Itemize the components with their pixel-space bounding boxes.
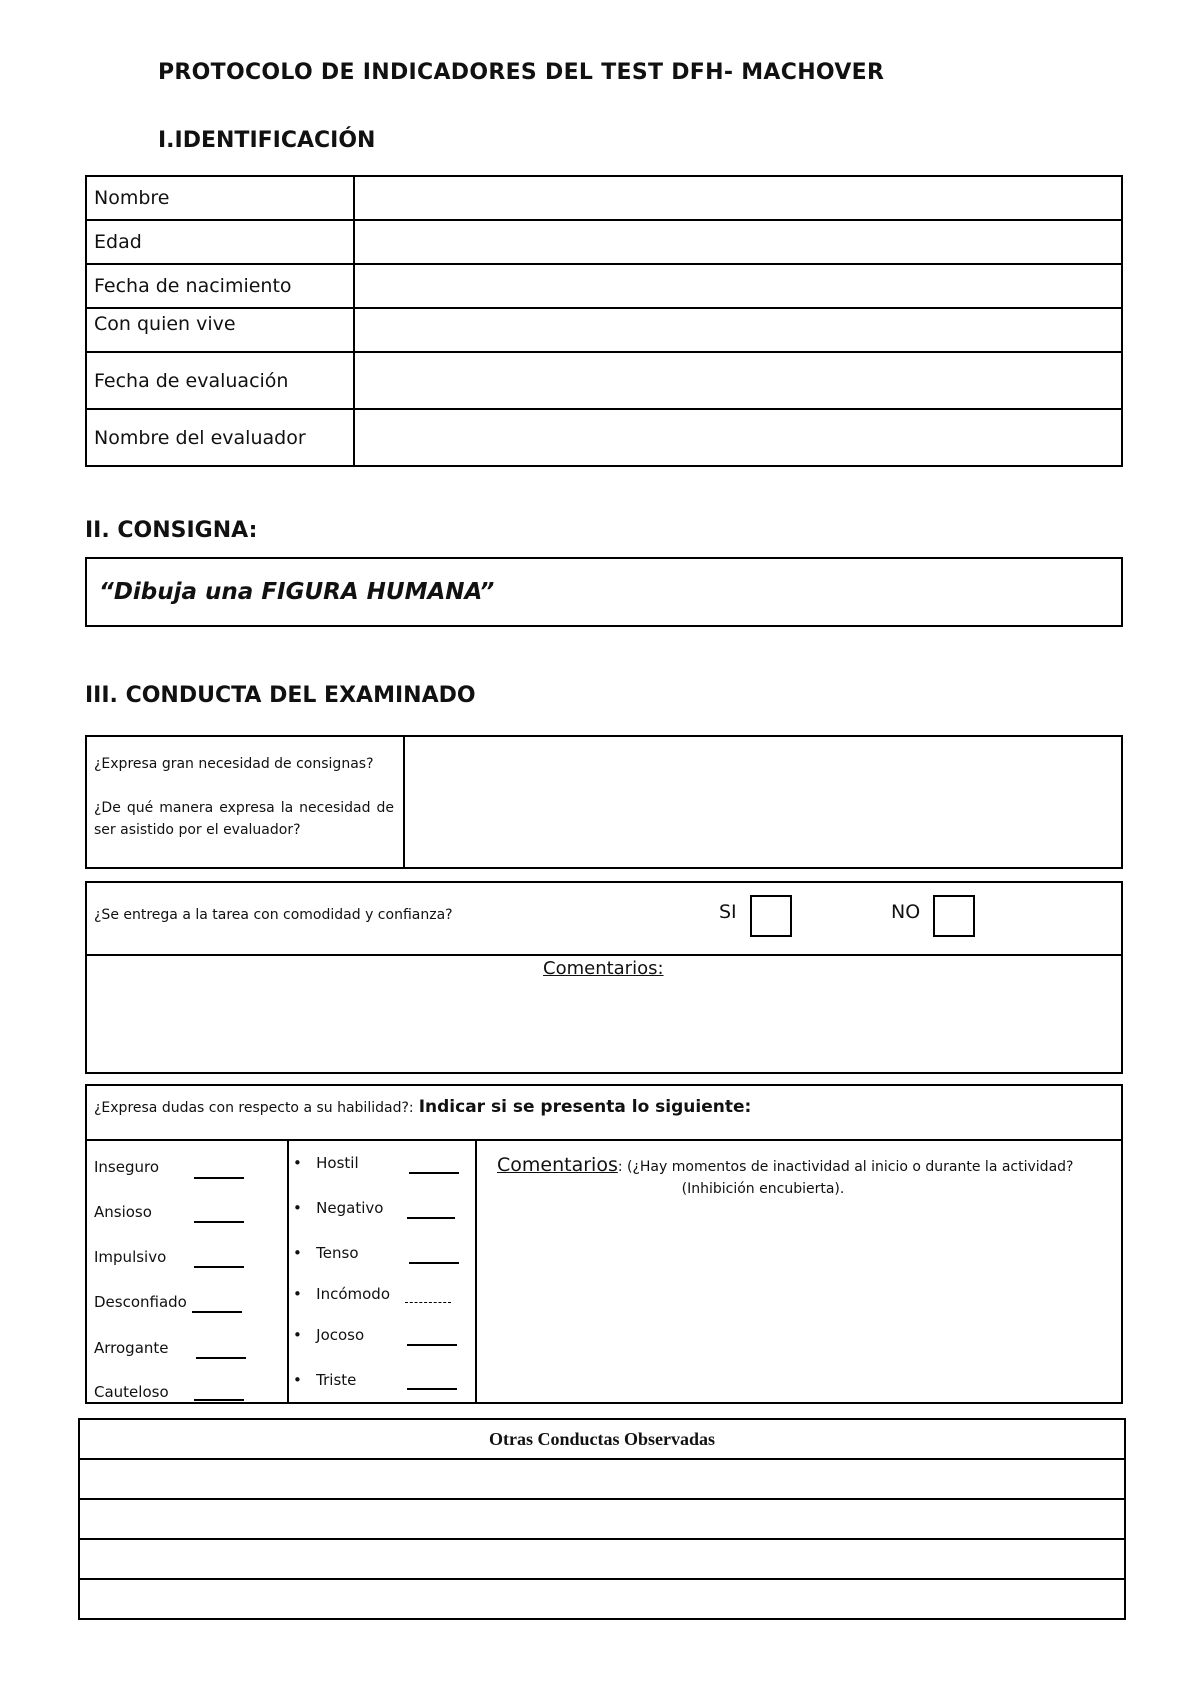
indicate-label: Indicar si se presenta lo siguiente:	[418, 1097, 752, 1117]
trait-label: Tenso	[316, 1244, 359, 1262]
trait-blank[interactable]	[407, 1388, 457, 1390]
trait-blank[interactable]	[409, 1262, 459, 1264]
evaluation-date-field[interactable]	[354, 352, 1122, 409]
trait-blank[interactable]	[194, 1266, 244, 1268]
trait-tenso: • Tenso	[293, 1244, 359, 1262]
trait-negativo: • Negativo	[293, 1199, 384, 1217]
row-label: Nombre	[86, 176, 354, 220]
trait-blank[interactable]	[407, 1217, 455, 1219]
question-assisted: ¿De qué manera expresa la necesidad de ser asistido por el evaluador?	[94, 800, 394, 838]
divider	[403, 737, 405, 867]
other-behaviors-line[interactable]	[79, 1579, 1125, 1619]
trait-blank[interactable]	[196, 1357, 246, 1359]
comments2-text2: (Inhibición encubierta).	[681, 1181, 845, 1197]
trait-label: Inseguro	[94, 1158, 160, 1176]
comfort-box	[85, 881, 1123, 1074]
si-label: SI	[719, 901, 737, 923]
trait-label: Incómodo	[316, 1285, 390, 1303]
trait-hostil: • Hostil	[293, 1154, 359, 1172]
other-behaviors-header: Otras Conductas Observadas	[79, 1419, 1125, 1459]
trait-label: Negativo	[316, 1199, 384, 1217]
other-behaviors-table	[78, 1418, 1126, 1620]
trait-label: Hostil	[316, 1154, 359, 1172]
age-field[interactable]	[354, 220, 1122, 264]
doubts-box	[85, 1084, 1123, 1404]
consigna-text: “Dibuja una FIGURA HUMANA”	[99, 579, 495, 605]
trait-label: Arrogante	[94, 1339, 169, 1357]
row-label: Nombre del evaluador	[86, 409, 354, 466]
trait-ansioso	[94, 1203, 152, 1221]
trait-blank[interactable]	[194, 1177, 244, 1179]
trait-cauteloso	[94, 1383, 169, 1401]
question-doubts	[94, 1097, 751, 1119]
si-checkbox[interactable]	[750, 895, 792, 937]
trait-label: Jocoso	[316, 1326, 365, 1344]
divider	[87, 954, 1121, 956]
divider	[87, 1139, 1121, 1141]
divider	[287, 1139, 289, 1402]
trait-label: Desconfiado	[94, 1293, 187, 1311]
name-field[interactable]	[354, 176, 1122, 220]
trait-blank[interactable]	[194, 1399, 244, 1401]
trait-incomodo: • Incómodo	[293, 1285, 390, 1303]
consignas-answer-field[interactable]	[407, 737, 1121, 867]
trait-blank[interactable]	[194, 1221, 244, 1223]
section2-heading: II. CONSIGNA:	[85, 518, 258, 543]
trait-jocoso: • Jocoso	[293, 1326, 365, 1344]
identification-table	[85, 175, 1123, 467]
no-checkbox[interactable]	[933, 895, 975, 937]
evaluator-name-field[interactable]	[354, 409, 1122, 466]
comfort-comments-field[interactable]	[87, 983, 1121, 1071]
birthdate-field[interactable]	[354, 264, 1122, 308]
trait-impulsivo	[94, 1248, 166, 1266]
comments2-label: Comentarios	[497, 1154, 618, 1176]
form-title: PROTOCOLO DE INDICADORES DEL TEST DFH- MACHOVER	[158, 60, 885, 85]
trait-label: Ansioso	[94, 1203, 152, 1221]
trait-blank[interactable]	[407, 1344, 457, 1346]
row-label: Con quien vive	[86, 308, 354, 352]
inactivity-comments	[497, 1154, 1109, 1200]
trait-label: Cauteloso	[94, 1383, 169, 1401]
trait-label: Triste	[316, 1371, 357, 1389]
comments2-text: : (¿Hay momentos de inactividad al inicio o durante la actividad?	[617, 1159, 1074, 1175]
row-label: Fecha de nacimiento	[86, 264, 354, 308]
consignas-box	[85, 735, 1123, 869]
row-label: Edad	[86, 220, 354, 264]
question-comfort: ¿Se entrega a la tarea con comodidad y confianza?	[94, 907, 453, 923]
other-behaviors-line[interactable]	[79, 1459, 1125, 1499]
trait-desconfiado	[94, 1293, 187, 1311]
trait-arrogante	[94, 1339, 169, 1357]
trait-triste: • Triste	[293, 1371, 357, 1389]
question-doubts-text: ¿Expresa dudas con respecto a su habilidad?:	[94, 1100, 414, 1116]
no-label: NO	[891, 901, 921, 923]
section1-heading: I.IDENTIFICACIÓN	[158, 128, 376, 153]
trait-label: Impulsivo	[94, 1248, 167, 1266]
consigna-box	[85, 557, 1123, 627]
other-behaviors-line[interactable]	[79, 1539, 1125, 1579]
comments-label: Comentarios:	[543, 958, 664, 979]
row-label: Fecha de evaluación	[86, 352, 354, 409]
question-consignas: ¿Expresa gran necesidad de consignas?	[94, 756, 374, 772]
trait-blank[interactable]	[405, 1302, 451, 1303]
lives-with-field[interactable]	[354, 308, 1122, 352]
section3-heading: III. CONDUCTA DEL EXAMINADO	[85, 683, 476, 708]
trait-inseguro	[94, 1158, 159, 1176]
trait-blank[interactable]	[192, 1311, 242, 1313]
trait-blank[interactable]	[409, 1172, 459, 1174]
other-behaviors-line[interactable]	[79, 1499, 1125, 1539]
